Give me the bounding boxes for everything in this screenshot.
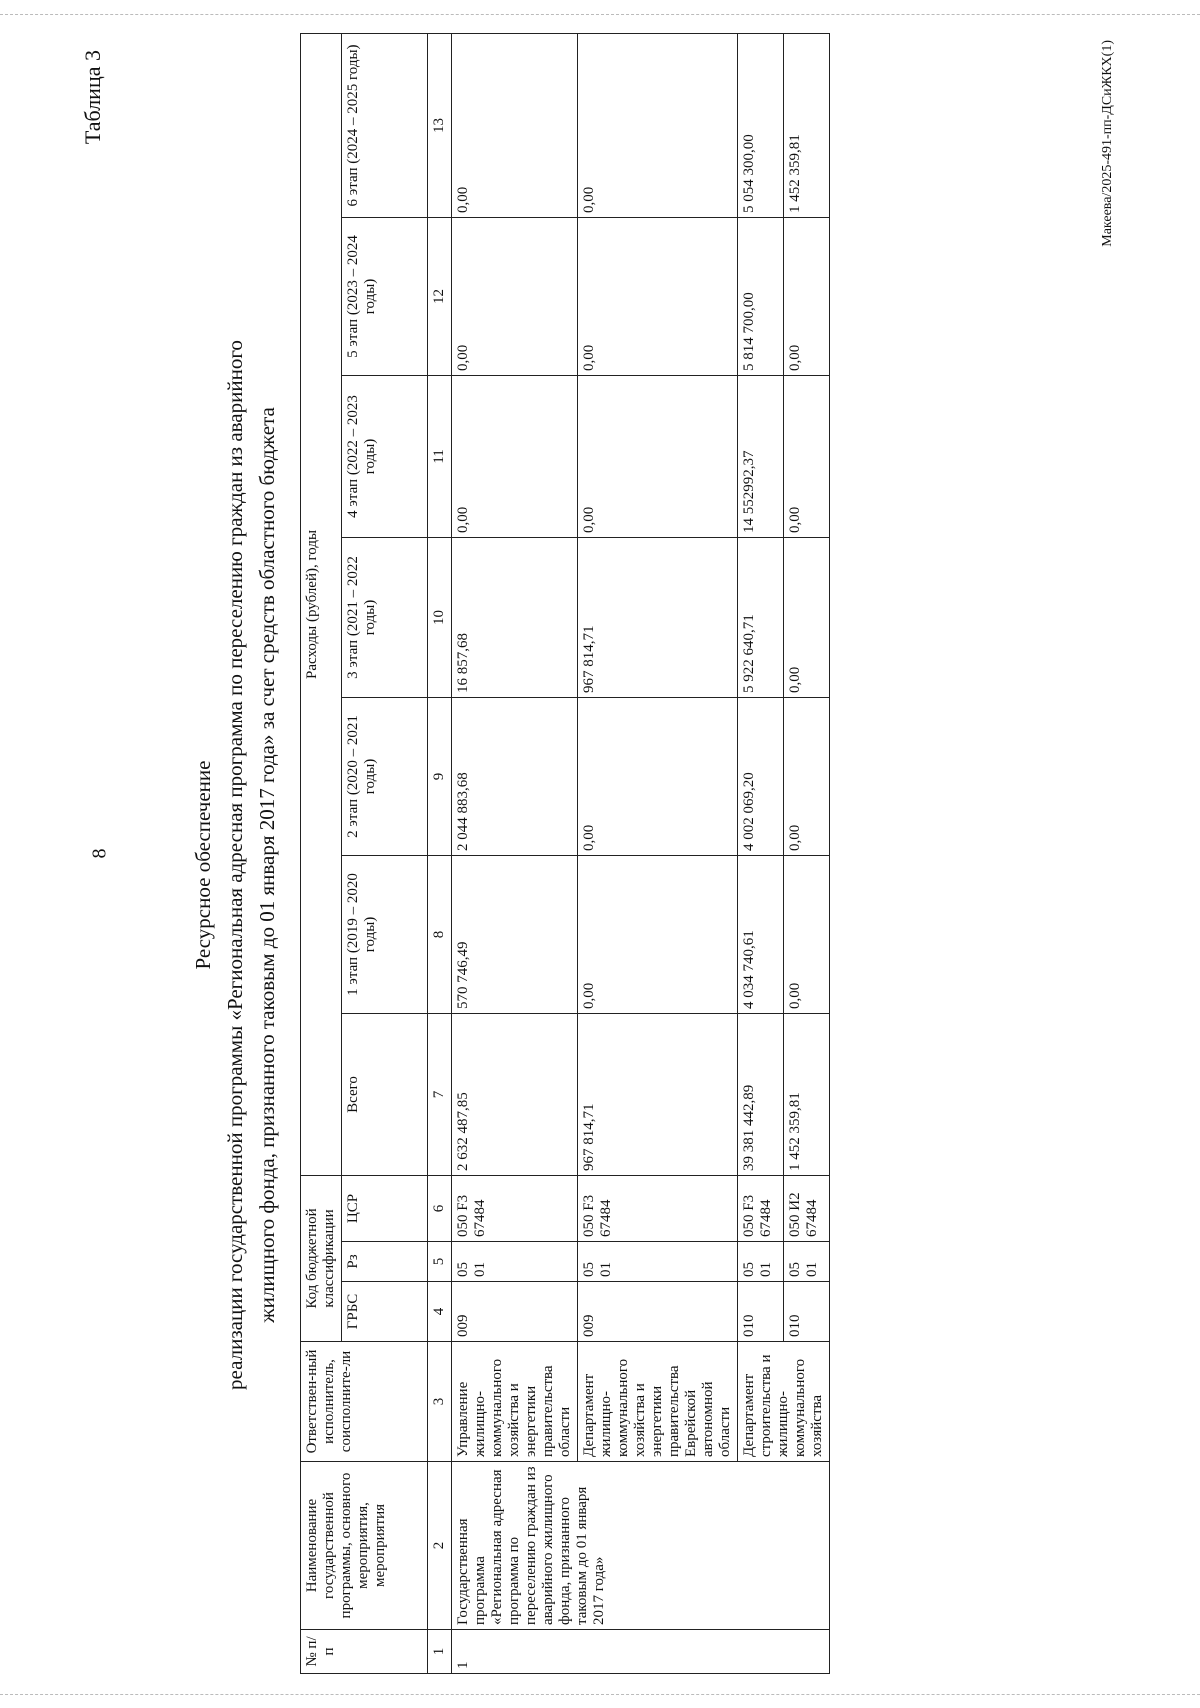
column-number: 1: [428, 1630, 452, 1674]
stage-6-value: 5 054 300,00: [738, 33, 784, 217]
header-grbs: ГРБС: [342, 1282, 428, 1342]
executor: Управление жилищно-коммунального хозяйства и энергетики правительства области: [452, 1342, 578, 1462]
stage-5-value: 0,00: [784, 217, 830, 375]
stage-2-value: 0,00: [578, 697, 738, 855]
stage-5-value: 5 814 700,00: [738, 217, 784, 375]
executor: Департамент строительства и жилищно-коммунального хозяйства: [738, 1342, 830, 1462]
stage-4-value: 0,00: [578, 375, 738, 537]
total-value: 1 452 359,81: [784, 1013, 830, 1175]
csr-code: 050 F3 67484: [738, 1175, 784, 1241]
column-number: 9: [428, 697, 452, 855]
column-number: 3: [428, 1342, 452, 1462]
stage-6-value: 0,00: [578, 33, 738, 217]
header-stage-5: 5 этап (2023 – 2024 годы): [342, 217, 428, 375]
document-footer: Макеева/2025-491-пп-ДСиЖКХ(1): [1100, 40, 1115, 247]
header-executor: Ответствен-ный исполнитель, соисполните-ли: [301, 1342, 428, 1462]
csr-code: 050 F3 67484: [452, 1175, 578, 1241]
scan-edge-bottom: [0, 1694, 1200, 1695]
resource-table: [300, 33, 830, 1674]
stage-3-value: 16 857,68: [452, 537, 578, 697]
header-stage-4: 4 этап (2022 – 2023 годы): [342, 375, 428, 537]
stage-2-value: 4 002 069,20: [738, 697, 784, 855]
rz-code: 05 01: [578, 1242, 738, 1282]
scan-edge-top: [0, 14, 1200, 15]
stage-4-value: 14 552992,37: [738, 375, 784, 537]
grbs-code: 009: [452, 1282, 578, 1342]
header-name: Наименование государственной программы, основного мероприятия, мероприятия: [301, 1462, 428, 1630]
column-number: 11: [428, 375, 452, 537]
stage-1-value: 0,00: [578, 855, 738, 1013]
column-number: 12: [428, 217, 452, 375]
column-number: 8: [428, 855, 452, 1013]
executor: Департамент жилищно-коммунального хозяйства и энергетики правительства Еврейской автономной области: [578, 1342, 738, 1462]
stage-1-value: 0,00: [784, 855, 830, 1013]
stage-4-value: 0,00: [452, 375, 578, 537]
header-stage-3: 3 этап (2021 – 2022 годы): [342, 537, 428, 697]
stage-6-value: 0,00: [452, 33, 578, 217]
stage-3-value: 967 814,71: [578, 537, 738, 697]
header-total: Всего: [342, 1013, 428, 1175]
stage-6-value: 1 452 359,81: [784, 33, 830, 217]
total-value: 39 381 442,89: [738, 1013, 784, 1175]
csr-code: 050 F3 67484: [578, 1175, 738, 1241]
grbs-code: 009: [578, 1282, 738, 1342]
header-code-group: Код бюджетной классификации: [301, 1175, 342, 1341]
header-stage-6: 6 этап (2024 – 2025 годы): [342, 33, 428, 217]
header-stage-1: 1 этап (2019 – 2020 годы): [342, 855, 428, 1013]
stage-1-value: 570 746,49: [452, 855, 578, 1013]
stage-1-value: 4 034 740,61: [738, 855, 784, 1013]
stage-4-value: 0,00: [784, 375, 830, 537]
total-value: 2 632 487,85: [452, 1013, 578, 1175]
rotated-page: [70, 40, 1170, 1690]
row-number: 1: [452, 1630, 830, 1674]
header-rz: Рз: [342, 1242, 428, 1282]
column-number: 7: [428, 1013, 452, 1175]
column-number: 13: [428, 33, 452, 217]
rz-code: 05 01: [738, 1242, 784, 1282]
column-number-row: [428, 33, 452, 1673]
column-number: 4: [428, 1282, 452, 1342]
header-expenses-group: Расходы (рублей), годы: [301, 33, 342, 1175]
header-csr: ЦСР: [342, 1175, 428, 1241]
stage-5-value: 0,00: [452, 217, 578, 375]
column-number: 5: [428, 1242, 452, 1282]
table-row: [452, 33, 578, 1673]
stage-2-value: 0,00: [784, 697, 830, 855]
heading-line-2: реализации государственной программы «Региональная адресная программа по переселению граждан из аварийного: [223, 340, 247, 1390]
header-no: № п/п: [301, 1630, 428, 1674]
program-name: Государственная программа «Региональная адресная программа по переселению граждан из аварийного жилищного фонда, признанного таковым до 01 января 2017 года»: [452, 1462, 830, 1630]
table-label: Таблица 3: [80, 50, 105, 145]
stage-5-value: 0,00: [578, 217, 738, 375]
column-number: 10: [428, 537, 452, 697]
grbs-code: 010: [784, 1282, 830, 1342]
table-row: [578, 33, 738, 1673]
grbs-code: 010: [738, 1282, 784, 1342]
column-number: 6: [428, 1175, 452, 1241]
stage-3-value: 5 922 640,71: [738, 537, 784, 697]
page-number: 8: [88, 848, 111, 859]
column-number: 2: [428, 1462, 452, 1630]
stage-2-value: 2 044 883,68: [452, 697, 578, 855]
stage-3-value: 0,00: [784, 537, 830, 697]
total-value: 967 814,71: [578, 1013, 738, 1175]
csr-code: 050 И2 67484: [784, 1175, 830, 1241]
rz-code: 05 01: [452, 1242, 578, 1282]
rz-code: 05 01: [784, 1242, 830, 1282]
table-row: [738, 33, 784, 1673]
heading-line-3: жилищного фонда, признанного таковым до 01 января 2017 года» за счет средств областного бюджета: [255, 407, 279, 1323]
heading-title: Ресурсное обеспечение: [191, 760, 215, 970]
header-stage-2: 2 этап (2020 – 2021 годы): [342, 697, 428, 855]
